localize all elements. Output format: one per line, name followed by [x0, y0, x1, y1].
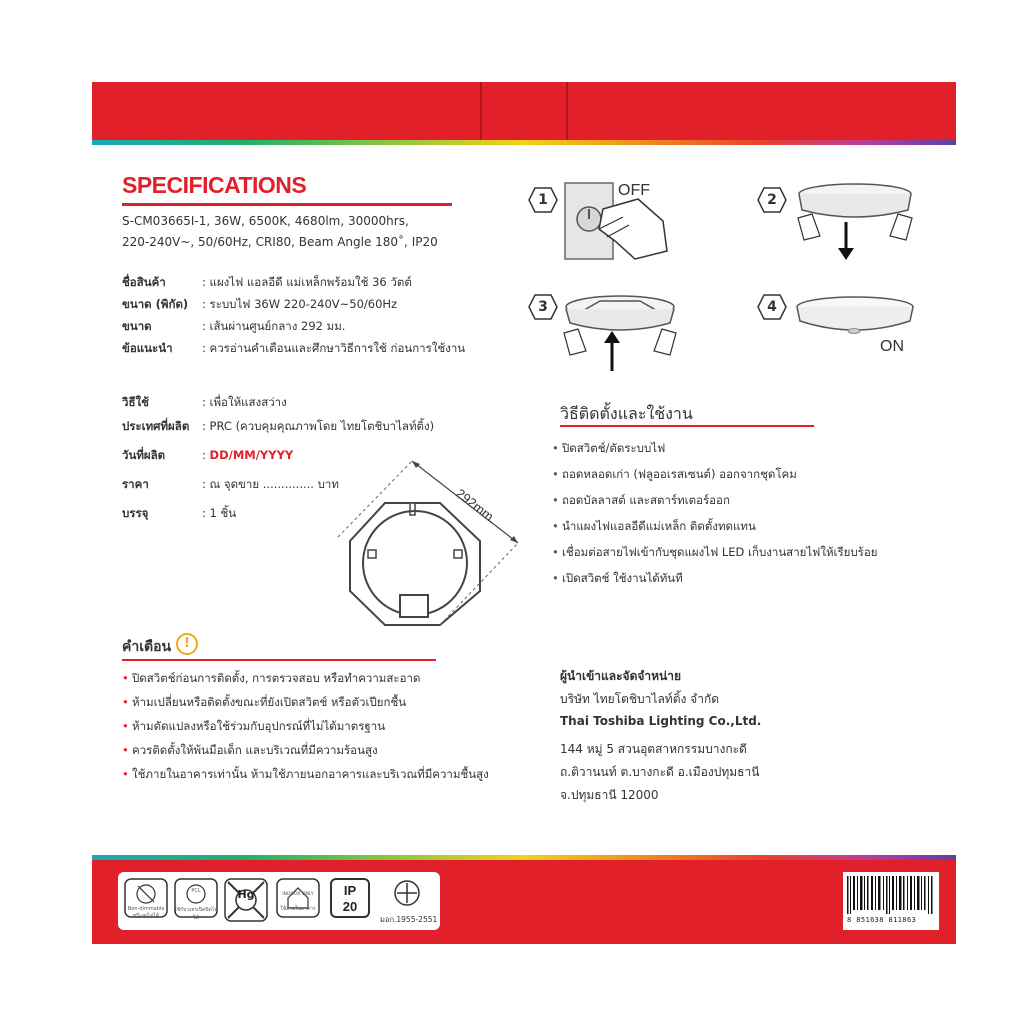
hg-label: Hg [237, 888, 255, 901]
on-label: ON [880, 338, 904, 355]
usage-row: ประเทศที่ผลิต : PRC (ควบคุมคุณภาพโดย ไทยโตชิบาไลท์ติ้ง) [122, 419, 435, 433]
warning-item: • ควรติดตั้งให้พ้นมือเด็ก และบริเวณที่มีความร้อนสูง [122, 743, 378, 757]
detail-row: ชื่อสินค้า : แผงไฟ แอลอีดี แม่เหล็กพร้อมใช้ 36 วัตต์ [122, 275, 412, 289]
exclamation-icon: ! [176, 633, 198, 655]
address-line-2: ถ.ติวานนท์ ต.บางกะดี อ.เมืองปทุมธานี [560, 765, 760, 779]
install-title: วิธีติดตั้งและใช้งาน [560, 404, 693, 423]
indoor-caption: ใช้ภายในอาคาร [280, 906, 316, 912]
detail-row: ขนาด : เส้นผ่านศูนย์กลาง 292 มม. [122, 319, 346, 333]
tis-mark-icon [392, 878, 422, 908]
warning-title: คำเตือน [122, 639, 172, 655]
dimension-diagram [330, 455, 530, 635]
band-divider [566, 82, 568, 140]
importer-title: ผู้นำเข้าและจัดจำหน่าย [560, 669, 682, 683]
spec-title: SPECIFICATIONS [122, 172, 307, 198]
finished-lamp-illustration [790, 293, 920, 343]
detail-row: ข้อแนะนำ : ควรอ่านคำเตือนและศึกษาวิธีการใช้ ก่อนการใช้งาน [122, 341, 466, 355]
step-2-number: 2 [767, 192, 777, 208]
ip-rating-top: IP [343, 883, 357, 898]
barcode-number: 8 851638 811863 [847, 916, 917, 924]
step-3-number: 3 [538, 299, 548, 315]
spec-underline [122, 203, 452, 206]
install-item: • ปิดสวิตช์/ตัดระบบไฟ [552, 441, 666, 455]
warning-underline [122, 659, 436, 661]
rainbow-strip-top [92, 140, 956, 145]
ip-rating-badge [330, 878, 370, 918]
usage-row: บรรจุ : 1 ชิ้น [122, 506, 237, 520]
spec-line-1: S-CM03665I-1, 36W, 6500K, 4680lm, 30000hrs, [122, 214, 409, 228]
band-divider [480, 82, 482, 140]
install-item: • ถอดบัลลาสต์ และสตาร์ทเตอร์ออก [552, 493, 730, 507]
install-item: • นำแผงไฟแอลอีดีแม่เหล็ก ติดตั้งทดแทน [552, 519, 756, 533]
step-4-number: 4 [767, 299, 777, 315]
top-red-band [92, 82, 956, 140]
install-item: • เปิดสวิตช์ ใช้งานได้ทันที [552, 571, 683, 585]
certification-badges [118, 872, 440, 930]
spec-line-2: 220-240V~, 50/60Hz, CRI80, Beam Angle 180˚, IP20 [122, 235, 438, 249]
usage-row: วิธีใช้ : เพื่อให้แสงสว่าง [122, 395, 287, 409]
install-underline [560, 425, 814, 427]
usage-row: วันที่ผลิต : DD/MM/YYYY [122, 448, 294, 462]
install-item: • ถอดหลอดเก่า (ฟลูออเรสเซนต์) ออกจากชุดโคม [552, 467, 797, 481]
barcode-bars [843, 872, 939, 916]
address-line-1: 144 หมู่ 5 สวนอุตสาหกรรมบางกะดี [560, 742, 747, 756]
attach-panel-illustration [560, 293, 680, 373]
dimension-label: 292mm. [453, 485, 500, 527]
address-line-3: จ.ปทุมธานี 12000 [560, 788, 659, 802]
company-name-th: บริษัท ไทยโตชิบาไลท์ติ้ง จำกัด [560, 692, 720, 706]
non-dimmable-label: Non-dimmable หรี่แสงไม่ได้ [127, 906, 165, 919]
detail-row: ขนาด (พิกัด) : ระบบไฟ 36W 220-240V~50/60Hz [122, 297, 398, 311]
warning-item: • ห้ามดัดแปลงหรือใช้ร่วมกับอุปกรณ์ที่ไม่ได้มาตรฐาน [122, 719, 386, 733]
indoor-label: INDOOR ONLY [282, 892, 314, 897]
pcl-caption: ใช้กับวงจรเปิดปิดไฟได้ [174, 907, 218, 921]
off-label: OFF [618, 182, 650, 199]
remove-cover-illustration [790, 180, 920, 264]
install-item: • เชื่อมต่อสายไฟเข้ากับชุดแผงไฟ LED เก็บงานสายไฟให้เรียบร้อย [552, 545, 878, 559]
ip-rating-value: 20 [342, 899, 358, 914]
step-1-number: 1 [538, 192, 548, 208]
warning-item: • ใช้ภายในอาคารเท่านั้น ห้ามใช้ภายนอกอาคารและบริเวณที่มีความชื้นสูง [122, 767, 489, 781]
tis-standard-label: มอก.1955-2551 [380, 915, 438, 924]
warning-item: • ปิดสวิตช์ก่อนการติดตั้ง, การตรวจสอบ หรือทำความสะอาด [122, 671, 421, 685]
pcl-label: PCL [191, 888, 201, 894]
barcode [843, 872, 939, 930]
warning-item: • ห้ามเปลี่ยนหรือติดตั้งขณะที่ยังเปิดสวิตช์ หรือตัวเปียกชื้น [122, 695, 407, 709]
usage-row: ราคา : ณ จุดขาย .............. บาท [122, 477, 339, 491]
manufacture-date: DD/MM/YYYY [209, 448, 294, 462]
company-name-en: Thai Toshiba Lighting Co.,Ltd. [560, 714, 762, 728]
